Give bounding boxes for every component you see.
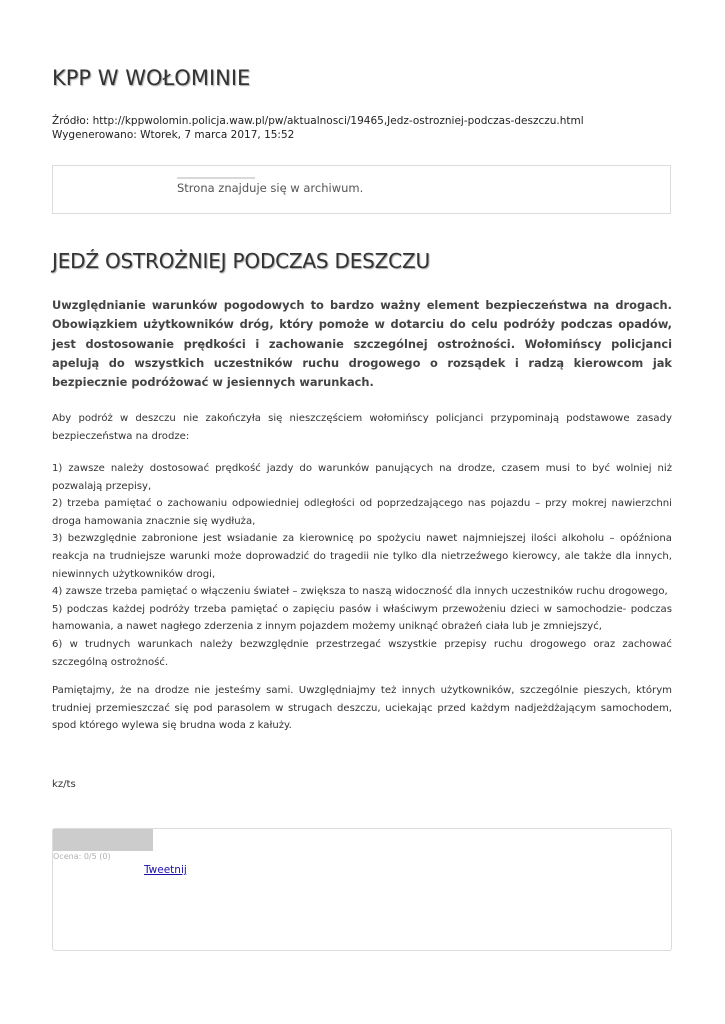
- archive-divider: [177, 177, 255, 179]
- document-meta: [52, 114, 584, 142]
- rating-text: Ocena: 0/5 (0): [53, 852, 111, 861]
- tweet-link[interactable]: Tweetnij: [144, 864, 187, 876]
- list-item: 1) zawsze należy dostosować prędkość jazdy do warunków panujących na drodze, czasem musi to być wolniej niż pozwalają przepisy,: [52, 463, 672, 492]
- article-title: JEDŹ OSTROŻNIEJ PODCZAS DESZCZU: [52, 249, 430, 273]
- list-item: 2) trzeba pamiętać o zachowaniu odpowiedniej odległości od poprzedzającego nas pojazdu – przy mokrej nawierzchni droga hamowania znacznie się wydłuża,: [52, 498, 672, 527]
- site-title: KPP W WOŁOMINIE: [52, 66, 251, 90]
- archive-message: Strona znajduje się w archiwum.: [177, 181, 364, 195]
- article-intro: Aby podróż w deszczu nie zakończyła się nieszczęściem wołomińscy policjanci przypominają podstawowe zasady bezpieczeństwa na drodze:: [52, 413, 672, 442]
- list-item: 4) zawsze trzeba pamiętać o włączeniu świateł – zwiększa to naszą widoczność dla innych uczestników ruchu drogowego,: [52, 586, 668, 598]
- list-item: 6) w trudnych warunkach należy bezwzględnie przestrzegać wszystkie przepisy ruchu drogowego oraz zachować szczególną ostrożność.: [52, 638, 672, 668]
- list-item: 3) bezwzględnie zabronione jest wsiadanie za kierownicę po spożyciu nawet najmniejszej ilości alkoholu – opóźniona reakcja na trudniejsze warunki może doprowadzić do tragedii nie tylko dla nietrzeźwego kierowcy, ale także dla innych, niewinnych użytkowników drogi,: [52, 533, 672, 580]
- article-lead: Uwzględnianie warunków pogodowych to bardzo ważny element bezpieczeństwa na drogach. Obowiązkiem użytkowników dróg, który pomoże w dotarciu do celu podróży podczas opadów, jest dostosowanie prędkości i zachowanie szczególnej ostrożności. Wołomińscy policjanci apelują do wszystkich uczestników ruchu drogowego o rozsądek i radzą kierowcom jak bezpiecznie podróżować w jesiennych warunkach.: [52, 298, 672, 390]
- generated-date: Wygenerowano: Wtorek, 7 marca 2017, 15:52: [52, 129, 295, 141]
- rating-panel: [52, 828, 672, 951]
- list-item: 5) podczas każdej podróży trzeba pamiętać o zapięciu pasów i właściwym przewożeniu dzieci w samochodzie- podczas hamowania, a nawet nagłego zderzenia z innym pojazdem możemy uniknąć obrażeń ciała lub je zmniejszyć,: [52, 603, 672, 633]
- source-url: Źródło: http://kppwolomin.policja.waw.pl/pw/aktualnosci/19465,Jedz-ostrozniej-podczas-deszczu.html: [52, 115, 584, 127]
- safety-rules-list: [52, 460, 672, 671]
- archive-notice: [52, 165, 671, 214]
- article-closing: Pamiętajmy, że na drodze nie jesteśmy sami. Uwzględniajmy też innych użytkowników, szczególnie pieszych, którym trudniej przemieszczać się pod parasolem w strugach deszczu, uciekając przed każdym nadjeżdżającym samochodem, spod którego wylewa się brudna woda z kałuży.: [52, 685, 672, 732]
- rating-stars-bar[interactable]: [53, 829, 153, 851]
- author-signature: kz/ts: [52, 779, 76, 790]
